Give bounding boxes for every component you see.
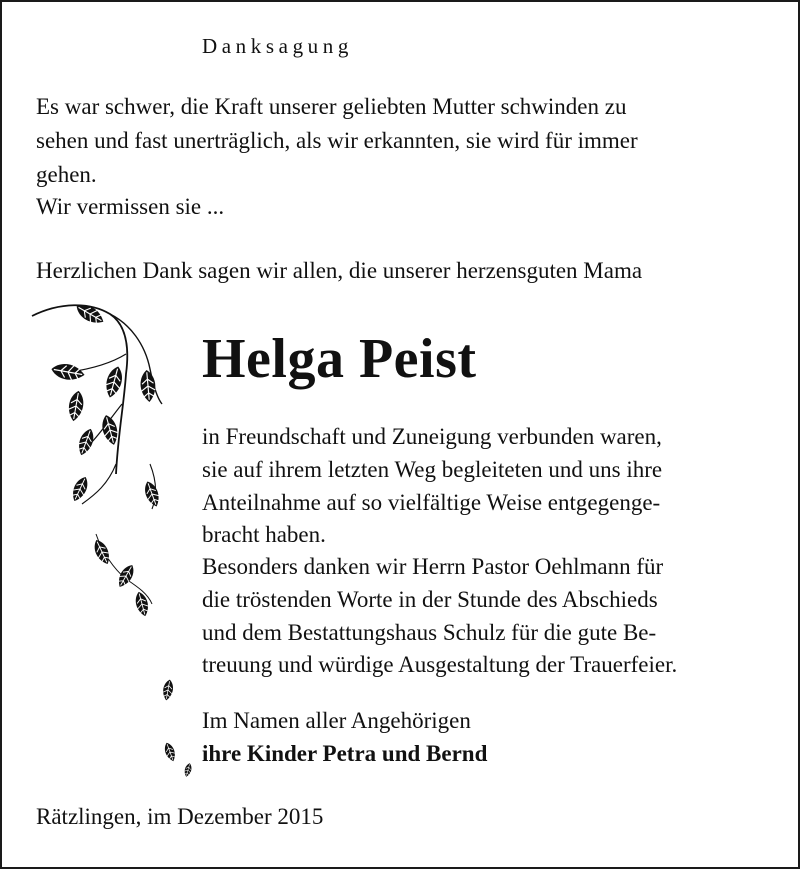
body-line: die tröstenden Worte in der Stunde des Abschieds xyxy=(202,587,658,612)
deceased-name: Helga Peist xyxy=(202,328,477,390)
body-line: treuung und würdige Ausgestaltung der Trauerfeier. xyxy=(202,652,678,677)
intro-line: gehen. xyxy=(36,162,97,187)
intro-line: Es war schwer, die Kraft unserer geliebten Mutter schwinden zu xyxy=(36,94,627,119)
body-line: und dem Bestattungshaus Schulz für die gute Be- xyxy=(202,620,657,645)
intro-line: sehen und fast unerträglich, als wir erkannten, sie wird für immer xyxy=(36,128,638,153)
body-line: bracht haben. xyxy=(202,522,326,547)
body-line: Anteilnahme auf so vielfältige Weise entgegenge- xyxy=(202,490,661,515)
closing-line: Im Namen aller Angehörigen xyxy=(202,708,471,733)
birch-branch-leaves-icon xyxy=(30,294,200,794)
body-line: sie auf ihrem letzten Weg begleiteten und uns ihre xyxy=(202,457,663,482)
body-line: in Freundschaft und Zuneigung verbunden waren, xyxy=(202,424,662,449)
heading: Danksagung xyxy=(202,34,353,58)
body-line: Besonders danken wir Herrn Pastor Oehlmann für xyxy=(202,554,664,579)
place-date: Rätzlingen, im Dezember 2015 xyxy=(36,804,324,829)
thanks-line: Herzlichen Dank sagen wir allen, die unserer herzensguten Mama xyxy=(36,258,643,283)
intro-line: Wir vermissen sie ... xyxy=(36,194,225,219)
signature: ihre Kinder Petra und Bernd xyxy=(202,741,488,766)
